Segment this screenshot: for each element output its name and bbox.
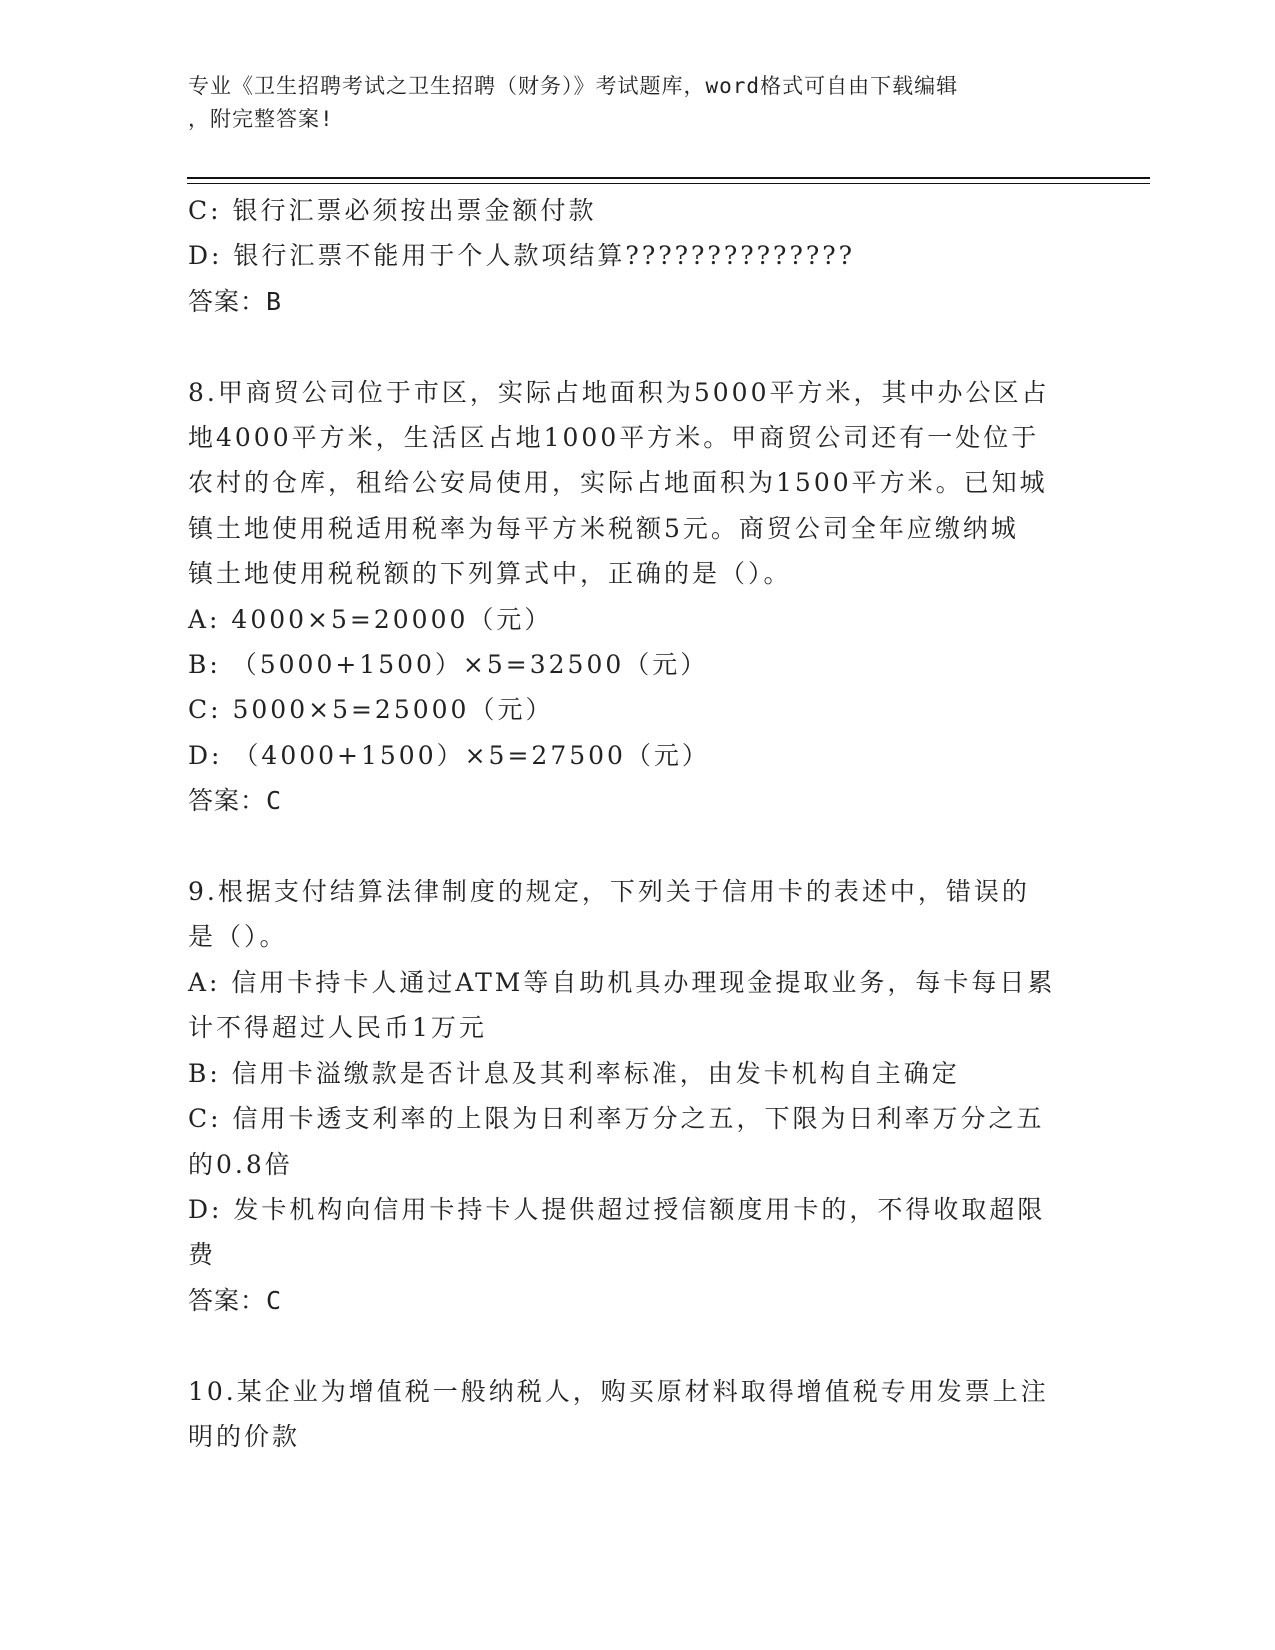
header-line-1: 专业《卫生招聘考试之卫生招聘（财务）》考试题库，word格式可自由下载编辑 xyxy=(188,74,959,98)
question-7 xyxy=(188,188,1078,324)
q7-option-c: C: 银行汇票必须按出票金额付款 xyxy=(188,196,597,225)
q9-stem-line: 是（）。 xyxy=(188,922,288,952)
q10-stem-line: 明的价款 xyxy=(188,1421,301,1451)
q8-stem-line: 地4000平方米，生活区占地1000平方米。甲商贸公司还有一处位于 xyxy=(188,423,1040,453)
header-divider-thick xyxy=(187,177,1150,179)
document-body xyxy=(188,188,1078,1459)
question-8 xyxy=(188,370,1078,824)
spacer xyxy=(188,1323,1078,1368)
q8-answer: 答案：C xyxy=(188,786,283,816)
q8-stem-line: 8.甲商贸公司位于市区，实际占地面积为5000平方米，其中办公区占 xyxy=(188,377,1050,407)
question-9 xyxy=(188,869,1078,1323)
question-10 xyxy=(188,1369,1078,1460)
q9-option-d-cont: 费 xyxy=(188,1240,217,1270)
q9-option-a: A: 信用卡持卡人通过ATM等自助机具办理现金提取业务，每卡每日累 xyxy=(188,967,1056,997)
q9-option-a-cont: 计不得超过人民币1万元 xyxy=(188,1013,487,1043)
q7-answer: 答案：B xyxy=(188,286,283,316)
q9-answer: 答案：C xyxy=(188,1285,283,1315)
header-line-2: ，附完整答案! xyxy=(188,107,334,131)
spacer xyxy=(188,324,1078,369)
spacer xyxy=(188,824,1078,869)
q8-option-a: A: 4000×5=20000（元） xyxy=(188,604,553,634)
q10-stem-line: 10.某企业为增值税一般纳税人，购买原材料取得增值税专用发票上注 xyxy=(188,1376,1049,1406)
q8-option-d: D: （4000+1500）×5=27500（元） xyxy=(188,740,710,770)
q9-stem-line: 9.根据支付结算法律制度的规定，下列关于信用卡的表述中，错误的 xyxy=(188,877,1030,907)
q9-option-c: C: 信用卡透支利率的上限为日利率万分之五，下限为日利率万分之五 xyxy=(188,1104,1045,1134)
q9-option-b: B: 信用卡溢缴款是否计息及其利率标准，由发卡机构自主确定 xyxy=(188,1058,960,1088)
q8-option-b: B: （5000+1500）×5=32500（元） xyxy=(188,650,709,680)
header-divider-thin xyxy=(187,183,1150,184)
document-header xyxy=(188,70,1068,136)
q8-stem-line: 镇土地使用税税额的下列算式中，正确的是（）。 xyxy=(188,559,792,589)
q9-option-d: D: 发卡机构向信用卡持卡人提供超过授信额度用卡的，不得收取超限 xyxy=(188,1194,1046,1224)
q8-stem-line: 镇土地使用税适用税率为每平方米税额5元。商贸公司全年应缴纳城 xyxy=(188,513,1019,543)
q8-stem-line: 农村的仓库，租给公安局使用，实际占地面积为1500平方米。已知城 xyxy=(188,468,1048,498)
q9-option-c-cont: 的0.8倍 xyxy=(188,1149,293,1179)
q8-option-c: C: 5000×5=25000（元） xyxy=(188,695,554,725)
q7-option-d: D: 银行汇票不能用于个人款项结算?????????????? xyxy=(188,241,856,271)
